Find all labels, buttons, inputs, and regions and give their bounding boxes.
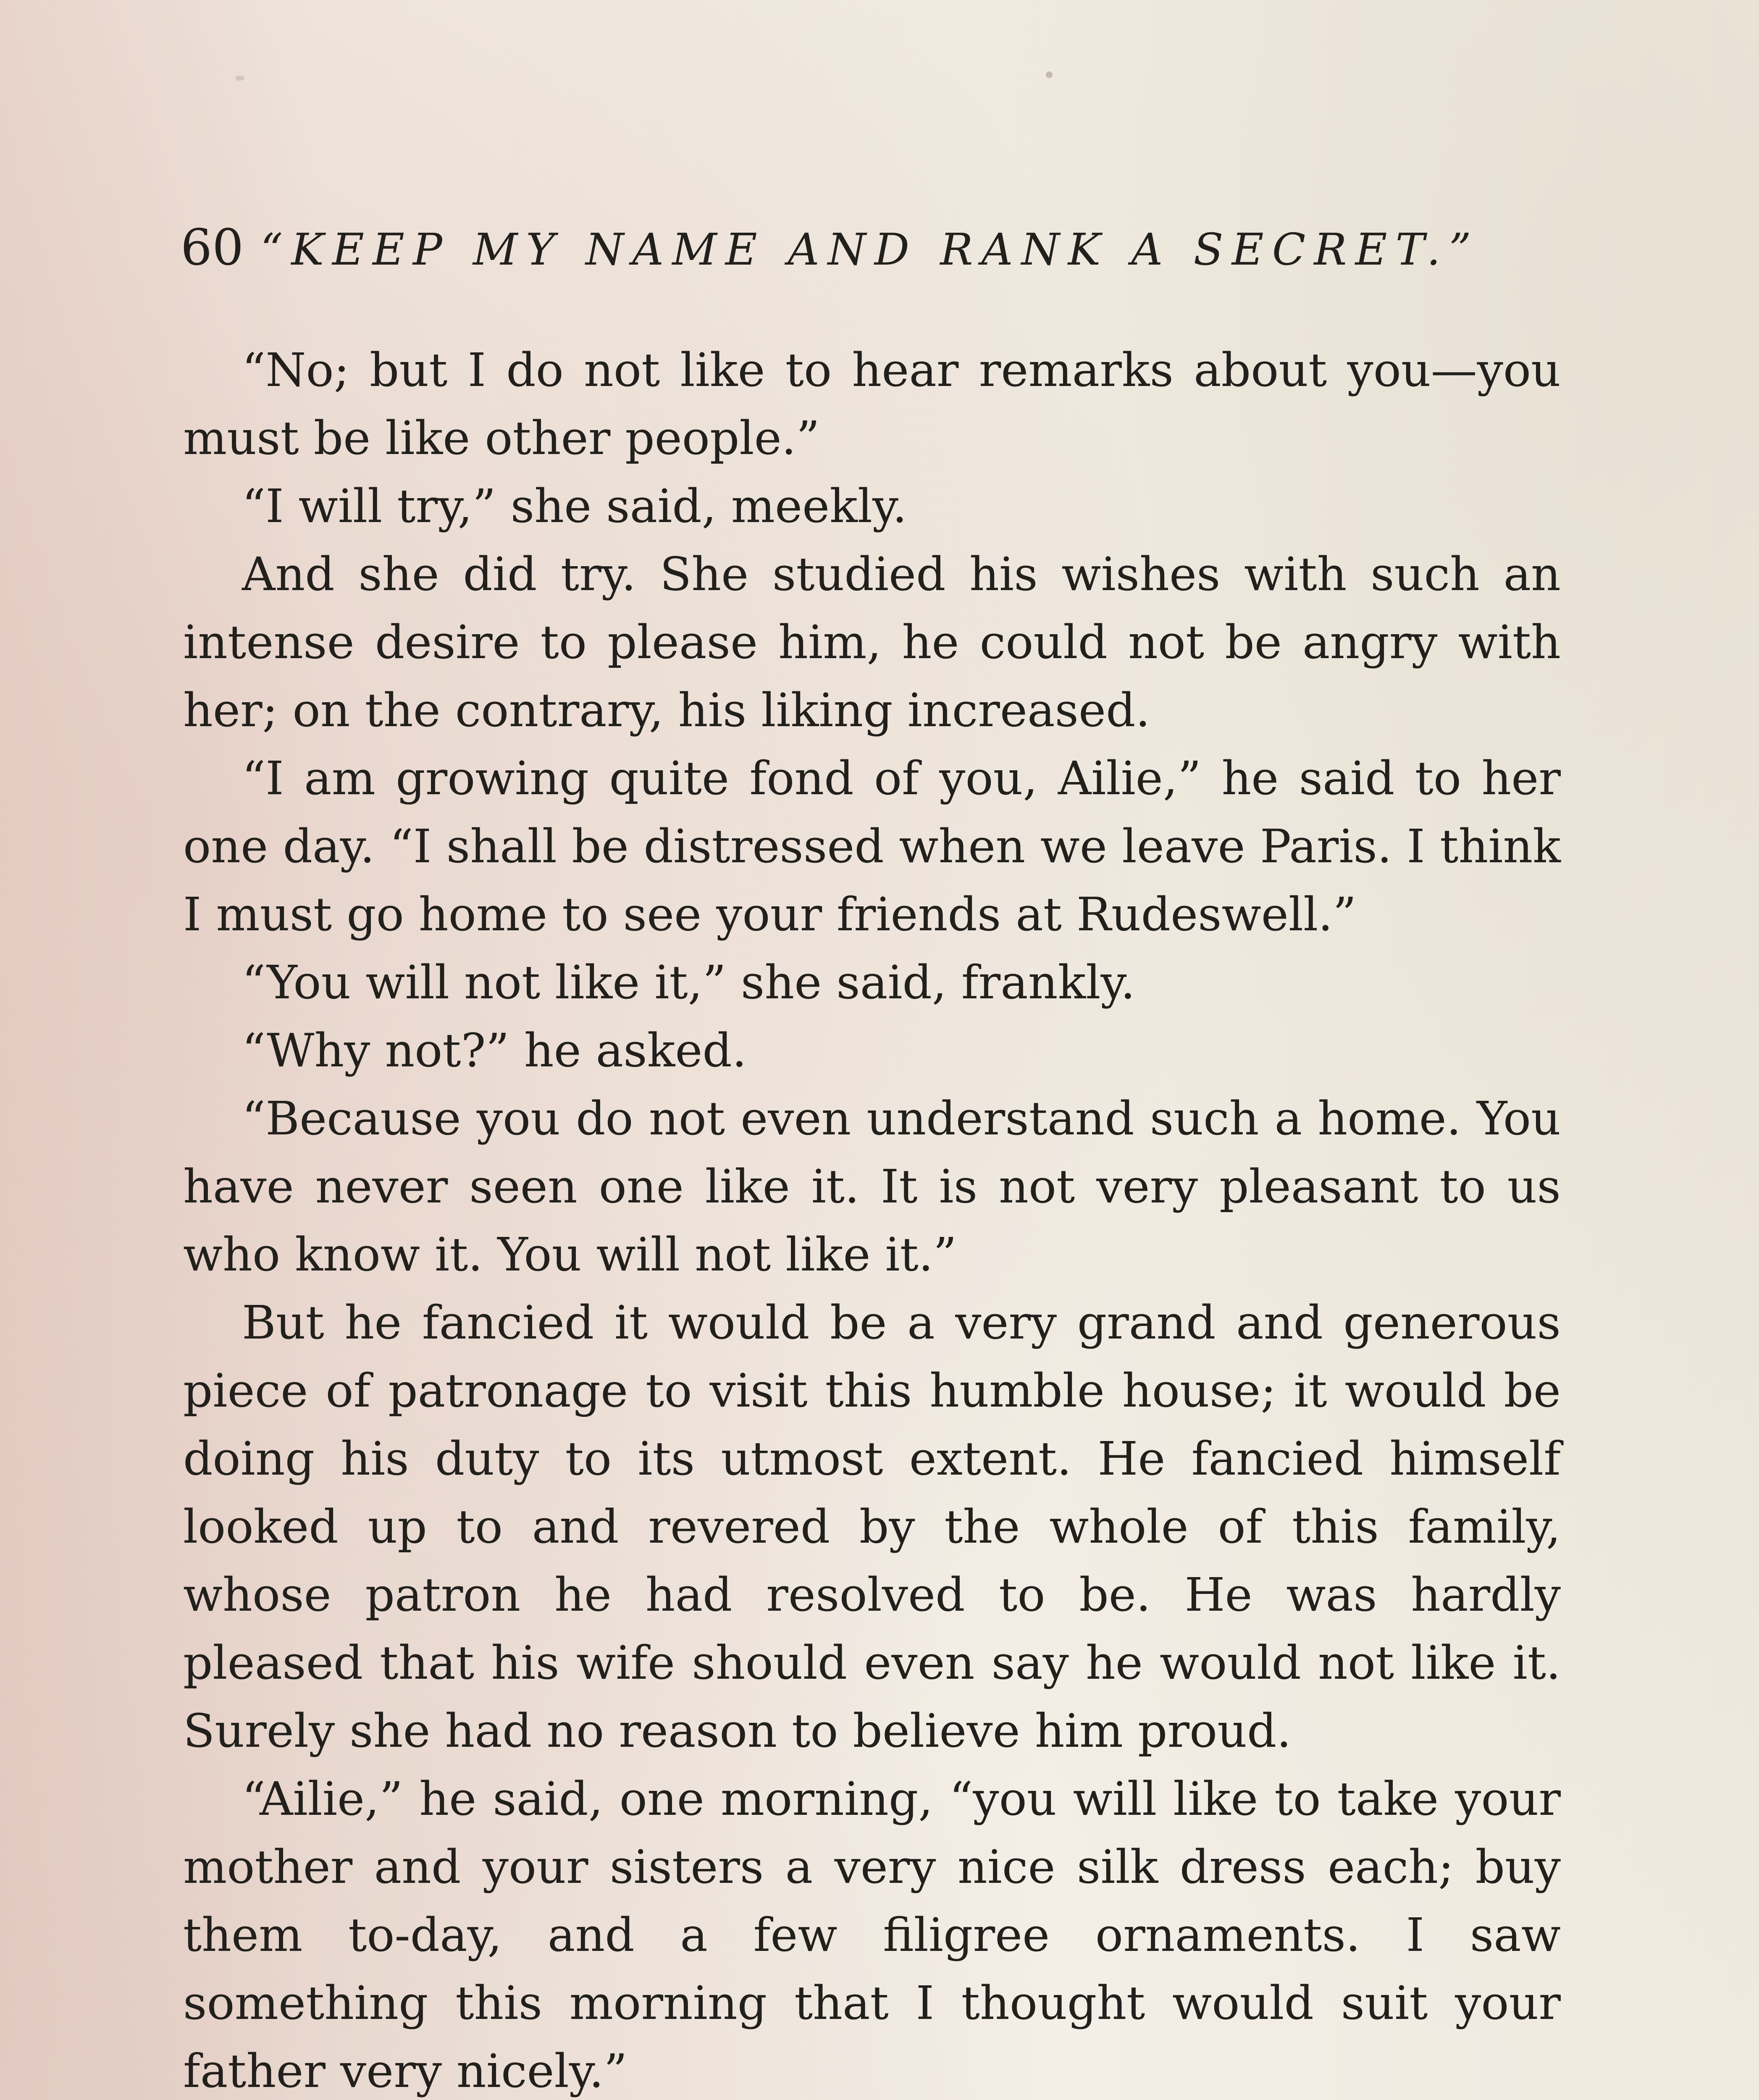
paragraph: “Because you do not even understand such a home. You have never seen one like it. It is not very pleasant to us who know it. You will not like it.”	[183, 1092, 1561, 1281]
ink-speck	[235, 76, 244, 81]
ink-speck	[1046, 71, 1053, 78]
body-text	[183, 336, 1561, 2100]
paragraph: “I will try,” she said, meekly.	[242, 479, 907, 533]
paragraph: And she did try. She studied his wishes with such an intense desire to please him, he could not be angry with her; on the contrary, his liking increased.	[183, 547, 1561, 737]
paragraph: “I am growing quite fond of you, Ailie,” he said to her one day. “I shall be distressed when we leave Paris. I think I must go home to see your friends at Rudeswell.”	[183, 751, 1561, 941]
running-title: “KEEP MY NAME AND RANK A SECRET.”	[260, 224, 1480, 275]
paragraph: “No; but I do not like to hear remarks about you—you must be like other people.”	[183, 343, 1561, 465]
page-number: 60	[181, 218, 244, 276]
paragraph: But he fancied it would be a very grand and generous piece of patronage to visit this humble house; it would be doing his duty to its utmost extent. He fancied himself looked up to and revered by the whole of this family, whose patron he had resolved to be. He was hardly pleased that his wife should even say he would not like it. Surely she had no reason to believe him proud.	[183, 1296, 1561, 1758]
paragraph: “You will not like it,” she said, frankly.	[242, 956, 1135, 1009]
running-head	[181, 218, 1480, 286]
paragraph: “Ailie,” he said, one morning, “you will like to take your mother and your sisters a very nice silk dress each; buy them to-day, and a few filigree ornaments. I saw something this morning that I thought would suit your father very nicely.”	[183, 1772, 1561, 2098]
paragraph: “Why not?” he asked.	[242, 1024, 747, 1077]
